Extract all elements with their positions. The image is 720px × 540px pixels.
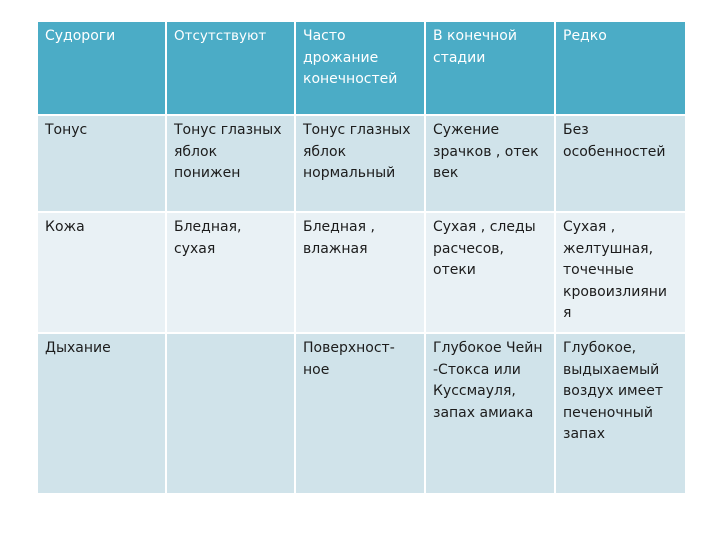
header-cell: В конечной стадии (425, 21, 555, 115)
table-cell: Сужение зрачков , отек век (425, 115, 555, 212)
table-cell-empty (166, 333, 295, 494)
row-label-cell: Тонус (37, 115, 166, 212)
table-header-row (37, 21, 686, 115)
table-cell: Поверхност- ное (295, 333, 425, 494)
table-cell: Глубокое, выдыхаемый воздух имеет печеночный запах (555, 333, 686, 494)
row-label-cell: Дыхание (37, 333, 166, 494)
header-cell: Отсутствуют (166, 21, 295, 115)
table-cell: Бледная , влажная (295, 212, 425, 333)
header-cell: Часто дрожание конечностей (295, 21, 425, 115)
table-cell: Сухая , следы расчесов, отеки (425, 212, 555, 333)
table-cell: Глубокое Чейн -Стокса или Куссмауля, запах амиака (425, 333, 555, 494)
row-label-cell: Кожа (37, 212, 166, 333)
comparison-table-container (36, 20, 685, 495)
table-row (37, 115, 686, 212)
table-row (37, 333, 686, 494)
table-cell: Бледная, сухая (166, 212, 295, 333)
header-cell: Редко (555, 21, 686, 115)
symptoms-comparison-table (36, 20, 687, 495)
table-row (37, 212, 686, 333)
table-cell: Сухая , желтушная, точечные кровоизлияни я (555, 212, 686, 333)
table-cell: Тонус глазных яблок понижен (166, 115, 295, 212)
header-cell: Судороги (37, 21, 166, 115)
table-cell: Без особенностей (555, 115, 686, 212)
table-cell: Тонус глазных яблок нормальный (295, 115, 425, 212)
